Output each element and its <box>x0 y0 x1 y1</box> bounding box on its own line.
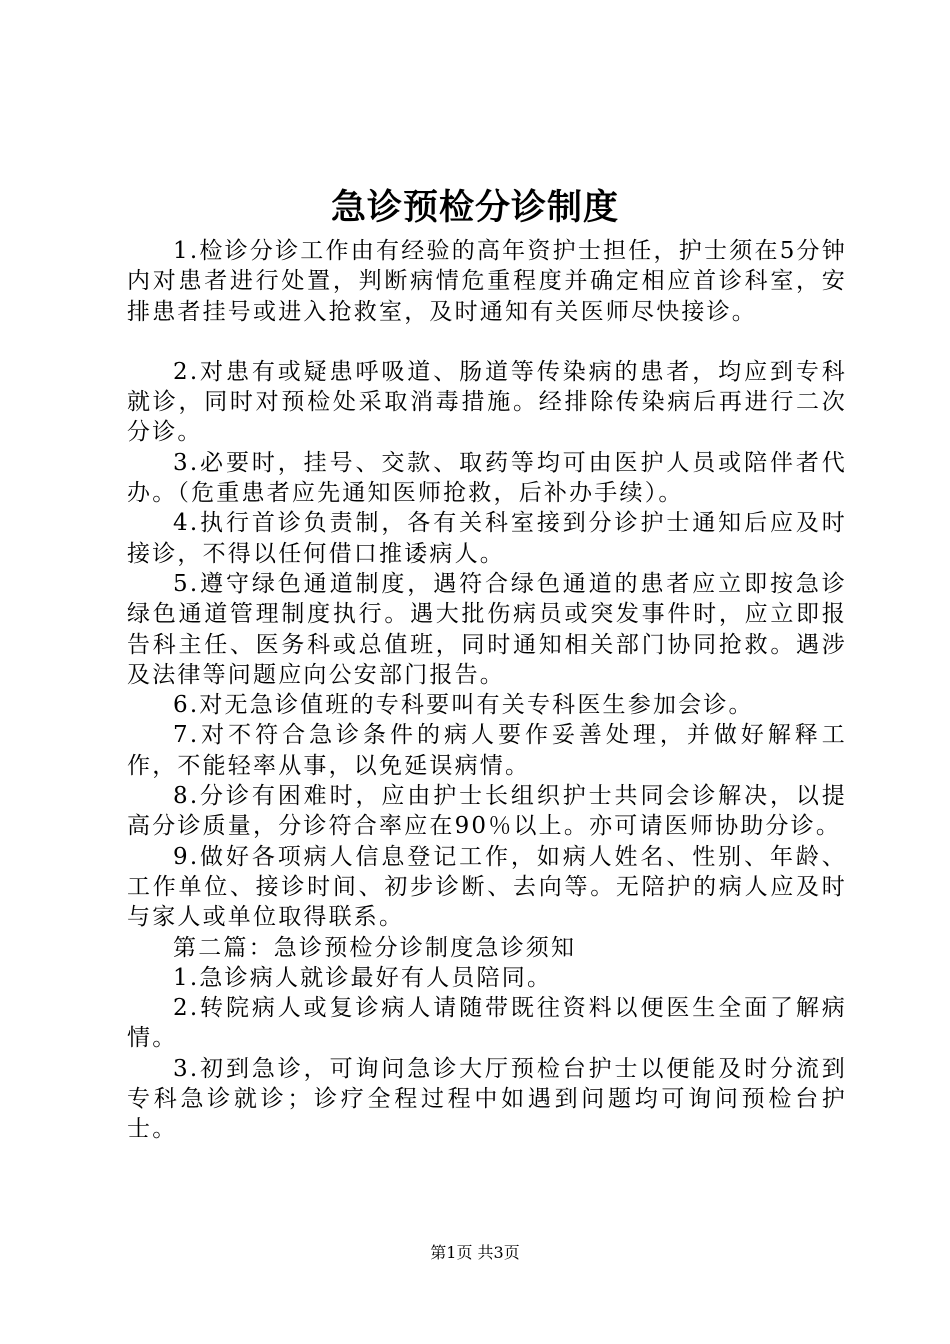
paragraph-notice-2: 2.转院病人或复诊病人请随带既往资料以便医生全面了解病情。 <box>127 995 847 1052</box>
paragraph-rule-1: 1.检诊分诊工作由有经验的高年资护士担任，护士须在5分钟内对患者进行处置，判断病情危重程度并确定相应首诊科室，安排患者挂号或进入抢救室，及时通知有关医师尽快接诊。 <box>127 238 847 325</box>
paragraph-rule-3: 3.必要时，挂号、交款、取药等均可由医护人员或陪伴者代办。（危重患者应先通知医师抢救，后补办手续）。 <box>127 449 847 507</box>
paragraph-rule-8: 8.分诊有困难时，应由护士长组织护士共同会诊解决，以提高分诊质量，分诊符合率应在90％以上。亦可请医师协助分诊。 <box>127 783 847 840</box>
document-title: 急诊预检分诊制度 <box>330 188 619 228</box>
paragraph-rule-4: 4.执行首诊负责制，各有关科室接到分诊护士通知后应及时接诊，不得以任何借口推诿病人。 <box>127 510 847 567</box>
paragraph-notice-1: 1.急诊病人就诊最好有人员陪同。 <box>173 964 553 991</box>
paragraph-notice-3: 3.初到急诊，可询问急诊大厅预检台护士以便能及时分流到专科急诊就诊；诊疗全程过程中如遇到问题均可询问预检台护士。 <box>127 1055 847 1143</box>
document-body <box>127 236 847 1145</box>
paragraph-rule-5: 5.遵守绿色通道制度，遇符合绿色通道的患者应立即按急诊绿色通道管理制度执行。遇大批伤病员或突发事件时，应立即报告科主任、医务科或总值班，同时通知相关部门协同抢救。遇涉及法律等问题应向公安部门报告。 <box>127 570 847 688</box>
paragraph-rule-2: 2.对患有或疑患呼吸道、肠道等传染病的患者，均应到专科就诊，同时对预检处采取消毒措施。经排除传染病后再进行二次分诊。 <box>127 358 847 446</box>
paragraph-rule-7: 7.对不符合急诊条件的病人要作妥善处理，并做好解释工作，不能轻率从事，以免延误病情。 <box>127 722 847 779</box>
paragraph-rule-9: 9.做好各项病人信息登记工作，如病人姓名、性别、年龄、工作单位、接诊时间、初步诊断、去向等。无陪护的病人应及时与家人或单位取得联系。 <box>127 843 847 931</box>
page-footer: 第1页 共3页 <box>430 1243 520 1262</box>
section-heading-part-two: 第二篇：急诊预检分诊制度急诊须知 <box>173 934 577 961</box>
paragraph-rule-6: 6.对无急诊值班的专科要叫有关专科医生参加会诊。 <box>173 692 754 719</box>
